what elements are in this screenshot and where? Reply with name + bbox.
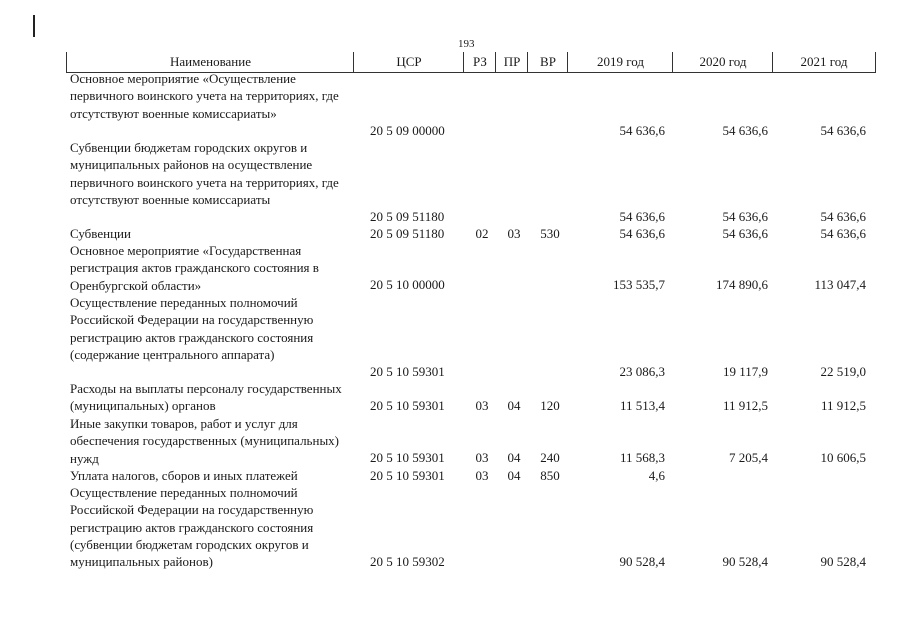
row-2020: 19 117,9 <box>722 364 768 379</box>
row-csr: 20 5 10 59301 <box>370 364 445 379</box>
row-2019: 153 535,7 <box>613 277 665 292</box>
row-2019: 54 636,6 <box>619 209 665 224</box>
row-rz: 02 <box>475 226 489 241</box>
row-name: Осуществление переданных полномочий Российской Федерации на государственную регистрацию актов гражданского состояния (содержание центрального аппарата) <box>70 295 314 362</box>
row-2019: 23 086,3 <box>619 364 665 379</box>
row-name: Основное мероприятие «Государственная регистрация актов гражданского состояния в Оренбургской области» <box>70 243 319 293</box>
row-csr: 20 5 10 59301 <box>370 398 445 413</box>
row-vr: 850 <box>540 468 560 483</box>
row-csr: 20 5 10 59302 <box>370 554 445 569</box>
row-csr: 20 5 09 51180 <box>370 226 445 241</box>
row-csr: 20 5 09 00000 <box>370 123 445 138</box>
row-vr: 120 <box>540 398 560 413</box>
row-name: Иные закупки товаров, работ и услуг для обеспечения государственных (муниципальных) нужд <box>70 416 340 466</box>
row-name: Осуществление переданных полномочий Российской Федерации на государственную регистрацию актов гражданского состояния (субвенции бюджетам городских округов и муниципальных районов) <box>70 485 314 570</box>
row-2020: 54 636,6 <box>722 226 768 241</box>
row-2020: 54 636,6 <box>722 209 768 224</box>
row-2019: 11 568,3 <box>619 450 665 465</box>
col-header-vr: ВР <box>527 52 568 73</box>
row-2021: 11 912,5 <box>820 398 866 413</box>
row-vr: 240 <box>540 450 560 465</box>
row-2021: 90 528,4 <box>820 554 866 569</box>
col-header-name: Наименование <box>66 52 354 73</box>
row-2020: 7 205,4 <box>729 450 768 465</box>
row-2021: 54 636,6 <box>820 209 866 224</box>
row-csr: 20 5 10 59301 <box>370 450 445 465</box>
row-pr: 04 <box>507 450 521 465</box>
row-2020: 11 912,5 <box>722 398 768 413</box>
row-csr: 20 5 10 00000 <box>370 277 445 292</box>
col-header-2021: 2021 год <box>772 52 876 73</box>
row-2021: 10 606,5 <box>820 450 866 465</box>
col-header-csr: ЦСР <box>353 52 464 73</box>
row-rz: 03 <box>475 398 489 413</box>
row-vr: 530 <box>540 226 560 241</box>
col-header-2019: 2019 год <box>567 52 673 73</box>
row-rz: 03 <box>475 468 489 483</box>
row-2020: 54 636,6 <box>722 123 768 138</box>
row-rz: 03 <box>475 450 489 465</box>
row-2019: 11 513,4 <box>619 398 665 413</box>
row-name: Субвенции бюджетам городских округов и муниципальных районов на осуществление первичного воинского учета на территориях, где отсутствуют военные комиссариаты <box>70 140 339 207</box>
row-name: Основное мероприятие «Осуществление первичного воинского учета на территориях, где отсутствуют военные комиссариаты» <box>70 71 339 121</box>
row-pr: 04 <box>507 398 521 413</box>
row-2019: 90 528,4 <box>619 554 665 569</box>
col-header-rz: РЗ <box>463 52 496 73</box>
row-csr: 20 5 10 59301 <box>370 468 445 483</box>
row-name: Уплата налогов, сборов и иных платежей <box>70 468 298 483</box>
row-2019: 4,6 <box>648 468 665 483</box>
col-header-2020: 2020 год <box>672 52 773 73</box>
row-csr: 20 5 09 51180 <box>370 209 445 224</box>
row-pr: 04 <box>507 468 521 483</box>
row-2020: 174 890,6 <box>716 277 768 292</box>
row-2021: 54 636,6 <box>820 226 866 241</box>
row-2021: 22 519,0 <box>820 364 866 379</box>
row-2020: 90 528,4 <box>722 554 768 569</box>
row-2021: 113 047,4 <box>814 277 866 292</box>
col-header-pr: ПР <box>495 52 528 73</box>
row-2021: 54 636,6 <box>820 123 866 138</box>
page-number: 193 <box>458 38 475 50</box>
row-2019: 54 636,6 <box>619 123 665 138</box>
row-name: Расходы на выплаты персоналу государственных (муниципальных) органов <box>70 381 342 414</box>
row-name: Субвенции <box>70 226 131 241</box>
row-2019: 54 636,6 <box>619 226 665 241</box>
row-pr: 03 <box>507 226 521 241</box>
margin-mark <box>33 15 35 37</box>
